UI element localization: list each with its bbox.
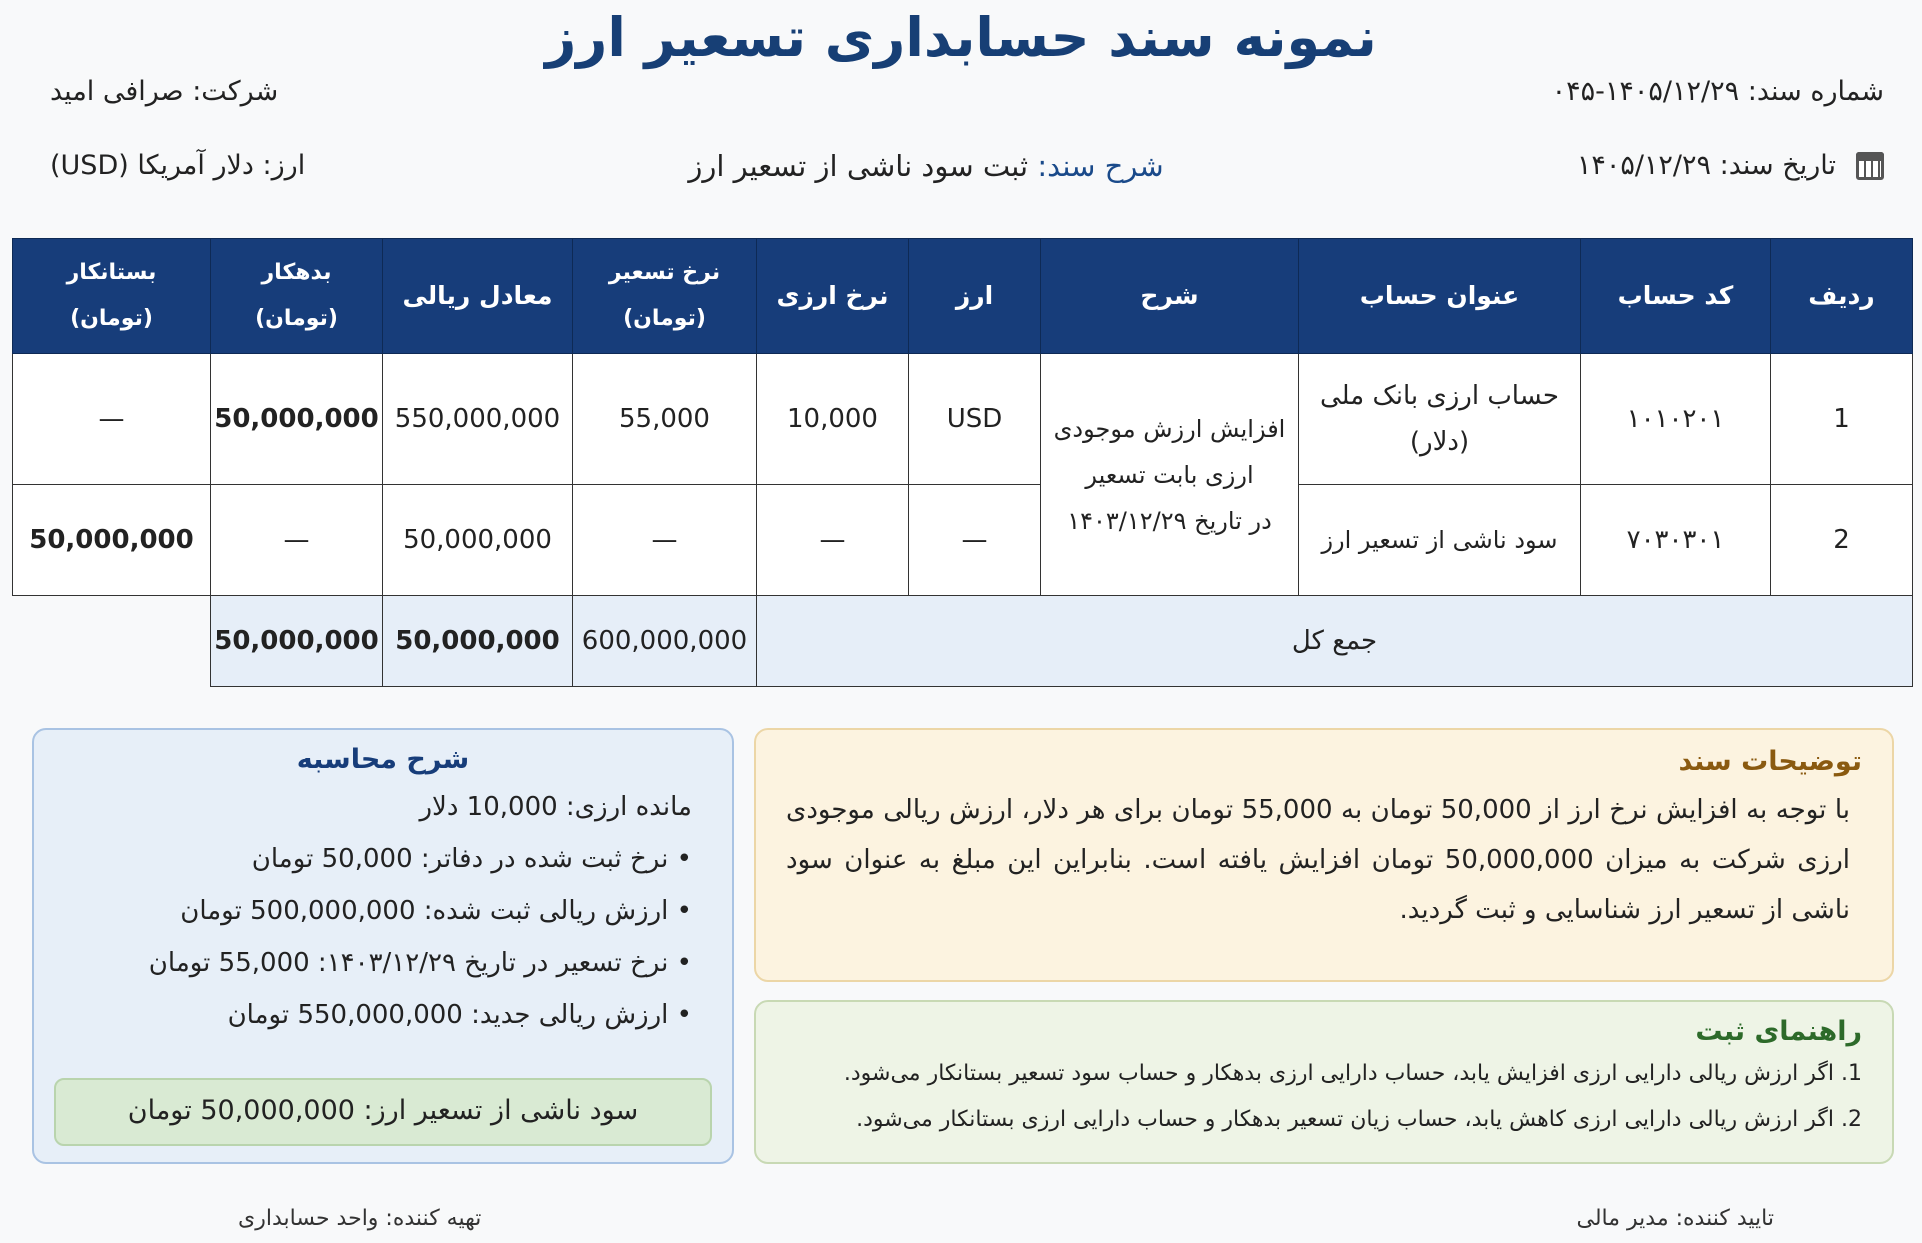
preparer: تهیه کننده: واحد حسابداری	[238, 1206, 482, 1231]
table-row	[13, 485, 1913, 596]
cell-exchange-rate: 55,000	[573, 354, 757, 485]
notes-box	[754, 728, 1894, 982]
cell-exchange-rate: —	[573, 485, 757, 596]
calculation-line: • نرخ ثبت شده در دفاتر: 50,000 تومان	[251, 844, 692, 874]
cell-credit: —	[13, 354, 211, 485]
cell-debit: 50,000,000	[211, 354, 383, 485]
table-total-row	[13, 596, 1913, 687]
guide-box	[754, 1000, 1894, 1164]
doc-number-value: ۱۴۰۵/۱۲/۲۹-۰۴۵	[1551, 76, 1740, 107]
cell-rial-equivalent: 550,000,000	[383, 354, 573, 485]
cell-currency: —	[909, 485, 1041, 596]
currency-value: دلار آمریکا (USD)	[50, 150, 254, 181]
cell-fx-amount: 10,000	[757, 354, 909, 485]
header-debit-line1: بدهکار	[261, 260, 332, 285]
header-exchange-rate-line1: نرخ تسعیر	[608, 260, 721, 285]
header-currency: ارز	[909, 239, 1041, 354]
guide-item: 1. اگر ارزش ریالی دارایی ارزی افزایش یابد، حساب دارایی ارزی بدهکار و حساب سود تسعیر بستانکار می‌شود.	[843, 1061, 1862, 1086]
calculation-line: • ارزش ریالی ثبت شده: 500,000,000 تومان	[180, 896, 692, 926]
company-value: صرافی امید	[50, 76, 184, 107]
header-row-number: ردیف	[1771, 239, 1913, 354]
cell-currency: USD	[909, 354, 1041, 485]
total-credit: 50,000,000	[211, 596, 383, 687]
doc-description	[676, 146, 1176, 186]
header-credit-line1: بستانکار	[66, 260, 157, 285]
header-debit	[211, 239, 383, 354]
shared-description-line2: ارزی بابت تسعیر	[1085, 460, 1254, 489]
header-exchange-rate	[573, 239, 757, 354]
doc-date-value: ۱۴۰۵/۱۲/۲۹	[1576, 150, 1712, 181]
cell-account-title	[1299, 354, 1581, 485]
header-fx-amount: نرخ ارزی	[757, 239, 909, 354]
total-rial-equivalent: 600,000,000	[573, 596, 757, 687]
calculation-line: • نرخ تسعیر در تاریخ ۱۴۰۳/۱۲/۲۹: 55,000 تومان	[148, 948, 692, 978]
company	[50, 72, 278, 112]
cell-account-title-line2: (دلار)	[1409, 427, 1470, 457]
header-credit-line2: (تومان)	[70, 306, 153, 331]
calendar-icon	[1856, 152, 1884, 180]
cell-credit: 50,000,000	[13, 485, 211, 596]
cell-row-number: 1	[1771, 354, 1913, 485]
doc-date-label: تاریخ سند:	[1719, 150, 1836, 181]
header-account-code: کد حساب	[1581, 239, 1771, 354]
shared-description-line3: در تاریخ ۱۴۰۳/۱۲/۲۹	[1067, 506, 1272, 535]
doc-date	[1577, 146, 1836, 186]
cell-shared-description	[1041, 354, 1299, 596]
approver: تایید کننده: مدیر مالی	[1576, 1206, 1774, 1231]
currency-label: ارز:	[262, 150, 306, 181]
cell-row-number: 2	[1771, 485, 1913, 596]
guide-title: راهنمای ثبت	[1695, 1016, 1862, 1047]
header-credit	[13, 239, 211, 354]
calculation-line: • ارزش ریالی جدید: 550,000,000 تومان	[227, 1000, 692, 1030]
doc-number	[1552, 72, 1884, 112]
header-debit-line2: (تومان)	[255, 306, 338, 331]
cell-account-title: سود ناشی از تسعیر ارز	[1299, 485, 1581, 596]
calculation-title: شرح محاسبه	[296, 744, 470, 775]
notes-title: توضیحات سند	[1678, 746, 1862, 777]
cell-account-title-line1: حساب ارزی بانک ملی	[1319, 381, 1559, 411]
table-row	[13, 354, 1913, 485]
doc-description-value: ثبت سود ناشی از تسعیر ارز	[688, 149, 1029, 183]
shared-description-line1: افزایش ارزش موجودی	[1053, 414, 1286, 443]
notes-text: با توجه به افزایش نرخ ارز از 50,000 تومان به 55,000 تومان برای هر دلار، ارزش ریالی موجودی ارزی شرکت به میزان 50,000,000 تومان افزایش یافته است. بنابراین این مبلغ به عنوان سود ناشی از تسعیر ارز شناسایی و ثبت گردید.	[786, 795, 1851, 925]
cell-account-code: ۱۰۱۰۲۰۱	[1581, 354, 1771, 485]
currency-info	[50, 146, 305, 186]
calculation-line: مانده ارزی: 10,000 دلار	[419, 792, 692, 822]
cell-rial-equivalent: 50,000,000	[383, 485, 573, 596]
cell-debit: —	[211, 485, 383, 596]
calculation-result: سود ناشی از تسعیر ارز: 50,000,000 تومان	[54, 1078, 712, 1146]
table-header-row	[13, 239, 1913, 354]
cell-account-code: ۷۰۳۰۳۰۱	[1581, 485, 1771, 596]
company-label: شرکت:	[192, 76, 279, 107]
total-label: جمع کل	[757, 596, 1913, 687]
voucher-table	[12, 238, 1913, 687]
calculation-box	[32, 728, 734, 1164]
page-title: نمونه سند حسابداری تسعیر ارز	[545, 6, 1377, 69]
doc-number-label: شماره سند:	[1747, 76, 1884, 107]
cell-fx-amount: —	[757, 485, 909, 596]
header-rial-equivalent: معادل ریالی	[383, 239, 573, 354]
doc-description-label: شرح سند:	[1037, 149, 1164, 183]
header-exchange-rate-line2: (تومان)	[623, 306, 706, 331]
header-account-title: عنوان حساب	[1299, 239, 1581, 354]
guide-item: 2. اگر ارزش ریالی دارایی ارزی کاهش یابد، حساب زیان تسعیر بدهکار و حساب دارایی ارزی بستانکار می‌شود.	[856, 1107, 1862, 1132]
header-description: شرح	[1041, 239, 1299, 354]
total-debit: 50,000,000	[383, 596, 573, 687]
